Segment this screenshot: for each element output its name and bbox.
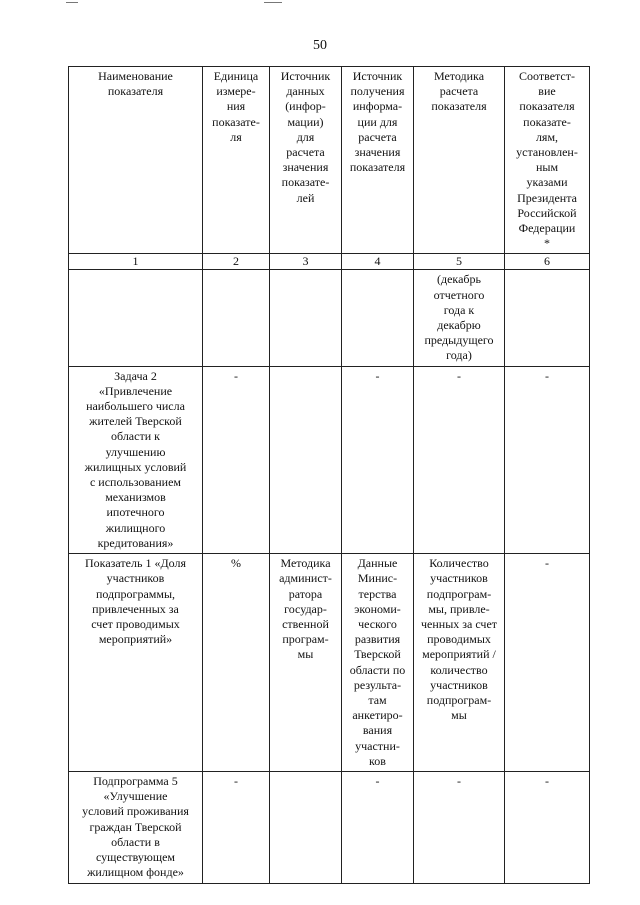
table-header-row bbox=[69, 67, 590, 254]
header-data-source: Источник данных (инфор- мации) для расчета значения показате- лей bbox=[270, 67, 342, 254]
header-presidential-compliance: Соответст- вие показателя показате- лям, установлен- ным указами Президента Российской Федерации * bbox=[505, 67, 590, 254]
table-cell: (декабрь отчетного года к декабрю предыдущего года) bbox=[414, 270, 505, 366]
table-cell: - bbox=[505, 366, 590, 553]
table-cell: Количество участников подпрограм- мы, привле- ченных за счет проводимых мероприятий / количество участников подпрограм- мы bbox=[414, 554, 505, 772]
table-cell: - bbox=[203, 771, 270, 883]
table-cell: Задача 2 «Привлечение наибольшего числа жителей Тверской области к улучшению жилищных условий с использованием механизмов ипотечного жилищного кредитования» bbox=[69, 366, 203, 553]
table-cell bbox=[203, 270, 270, 366]
table-cell: - bbox=[342, 366, 414, 553]
table-cell: - bbox=[505, 554, 590, 772]
table-cell bbox=[69, 270, 203, 366]
table-cell bbox=[270, 771, 342, 883]
header-unit: Единица измере- ния показате- ля bbox=[203, 67, 270, 254]
header-indicator-name: Наименование показателя bbox=[69, 67, 203, 254]
indicator-table bbox=[68, 66, 590, 884]
column-number: 5 bbox=[414, 254, 505, 270]
page-number: 50 bbox=[313, 38, 327, 53]
scan-edge-line-left bbox=[66, 2, 78, 3]
table-cell bbox=[270, 270, 342, 366]
column-number: 2 bbox=[203, 254, 270, 270]
table-cell: Показатель 1 «Доля участников подпрограммы, привлеченных за счет проводимых мероприятий» bbox=[69, 554, 203, 772]
column-number: 3 bbox=[270, 254, 342, 270]
table-row-indicator-1 bbox=[69, 554, 590, 772]
table-row-continuation bbox=[69, 270, 590, 366]
header-info-source: Источник получения информа- ции для расчета значения показателя bbox=[342, 67, 414, 254]
table-row-subprogram-5 bbox=[69, 771, 590, 883]
table-row-task-2 bbox=[69, 366, 590, 553]
table-cell bbox=[342, 270, 414, 366]
table-cell bbox=[505, 270, 590, 366]
table-cell: - bbox=[414, 366, 505, 553]
column-number: 1 bbox=[69, 254, 203, 270]
table-cell: - bbox=[342, 771, 414, 883]
table-cell: - bbox=[203, 366, 270, 553]
column-number: 6 bbox=[505, 254, 590, 270]
table-cell: Данные Минис- терства экономи- ческого развития Тверской области по результа- там анкетиро- вания участни- ков bbox=[342, 554, 414, 772]
scan-edge-line-right bbox=[264, 2, 282, 3]
table-cell: - bbox=[505, 771, 590, 883]
table-cell: Методика админист- ратора государ- ственной програм- мы bbox=[270, 554, 342, 772]
table-cell: Подпрограмма 5 «Улучшение условий проживания граждан Тверской области в существующем жилищном фонде» bbox=[69, 771, 203, 883]
header-method: Методика расчета показателя bbox=[414, 67, 505, 254]
table-cell bbox=[270, 366, 342, 553]
column-number-row bbox=[69, 254, 590, 270]
table-cell: - bbox=[414, 771, 505, 883]
table-cell: % bbox=[203, 554, 270, 772]
column-number: 4 bbox=[342, 254, 414, 270]
